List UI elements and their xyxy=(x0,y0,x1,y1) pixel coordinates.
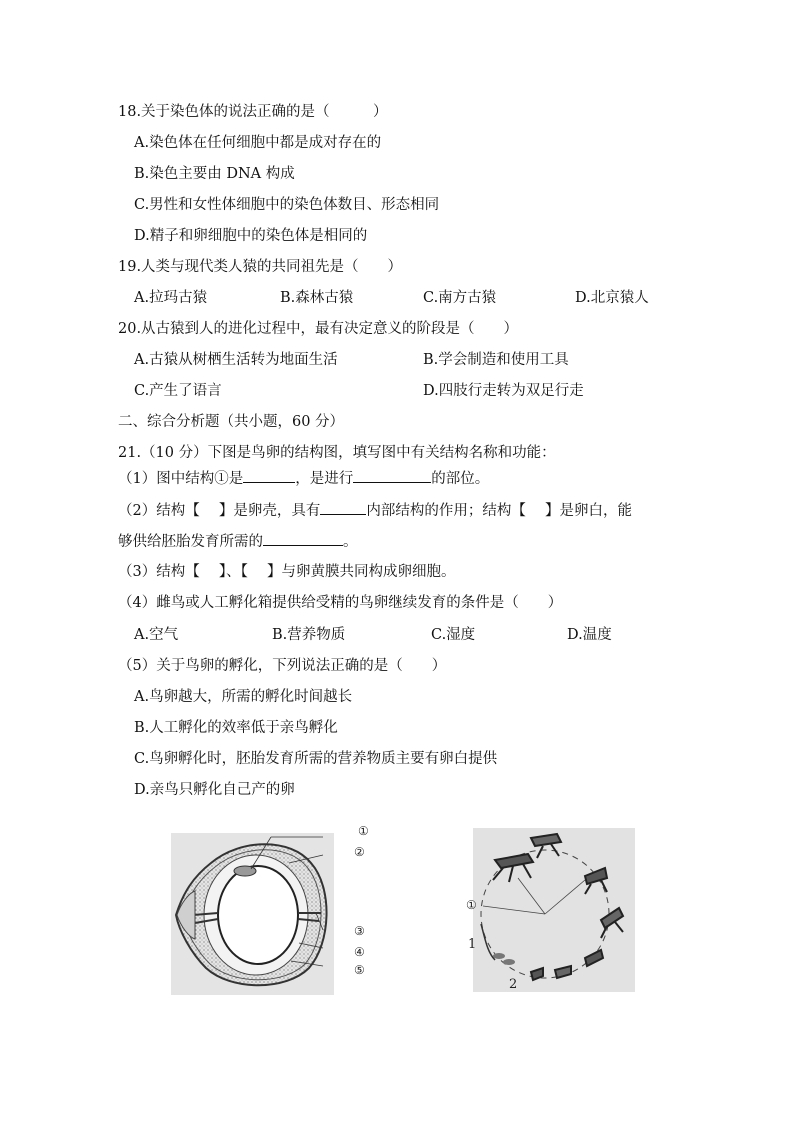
q21-part5-option-a: A.鸟卵越大，所需的孵化时间越长 xyxy=(134,689,353,705)
q21-part5-option-b: B.人工孵化的效率低于亲鸟孵化 xyxy=(134,720,338,736)
q18-option-c: C.男性和女性体细胞中的染色体数目、形态相同 xyxy=(134,197,440,213)
q18-option-b: B.染色主要由 DNA 构成 xyxy=(134,166,295,182)
q21-part4: （4）雌鸟或人工孵化箱提供给受精的鸟卵继续发育的条件是（ ） xyxy=(118,595,563,611)
q19-option-a: A.拉玛古猿 xyxy=(134,290,208,306)
q19-option-c: C.南方古猿 xyxy=(423,290,497,306)
egg-label-5: ⑤ xyxy=(354,963,365,977)
cycle-label-2: 2 xyxy=(509,977,518,992)
q19-option-d: D.北京猿人 xyxy=(575,290,649,306)
q21-part2-cont xyxy=(118,531,358,552)
q21-part5-option-c: C.鸟卵孵化时，胚胎发育所需的营养物质主要有卵白提供 xyxy=(134,751,498,767)
q18-stem: 18.关于染色体的说法正确的是（ ） xyxy=(118,104,388,120)
q21-part4-option-d: D.温度 xyxy=(567,627,612,643)
q19-stem: 19.人类与现代类人猿的共同祖先是（ ） xyxy=(118,259,403,275)
q21-part1 xyxy=(118,468,489,489)
cycle-label-1: 1 xyxy=(468,937,477,952)
q21-part4-option-c: C.湿度 xyxy=(431,627,476,643)
life-cycle-illustration xyxy=(473,828,635,992)
answer-blank[interactable] xyxy=(320,500,366,515)
q19-option-b: B.森林古猿 xyxy=(280,290,354,306)
q21-part1-text-c: 的部位。 xyxy=(431,471,490,487)
answer-blank[interactable] xyxy=(353,468,431,483)
q21-part3: （3）结构【 】、【 】与卵黄膜共同构成卵细胞。 xyxy=(118,564,456,580)
q21-part2-text-b: 内部结构的作用；结构【 】是卵白，能 xyxy=(366,503,632,519)
q20-option-c: C.产生了语言 xyxy=(134,383,222,399)
answer-blank[interactable] xyxy=(243,468,295,483)
q18-option-d: D.精子和卵细胞中的染色体是相同的 xyxy=(134,228,368,244)
cycle-label-mark: ① xyxy=(466,898,477,912)
q21-part1-text-a: （1）图中结构①是 xyxy=(118,471,244,487)
q20-stem: 20.从古猿到人的进化过程中，最有决定意义的阶段是（ ） xyxy=(118,321,519,337)
answer-blank[interactable] xyxy=(263,531,343,546)
egg-label-3: ③ xyxy=(354,924,365,938)
bird-egg-illustration xyxy=(171,833,334,995)
q21-part2 xyxy=(118,500,632,521)
q21-part4-option-a: A.空气 xyxy=(134,627,179,643)
q18-option-a: A.染色体在任何细胞中都是成对存在的 xyxy=(134,135,382,151)
q21-part2-text-a: （2）结构【 】是卵壳，具有 xyxy=(118,503,321,519)
q21-part4-option-b: B.营养物质 xyxy=(272,627,346,643)
q21-part2-text-c: 够供给胚胎发育所需的 xyxy=(118,534,263,550)
q21-part2-text-d: 。 xyxy=(343,534,358,550)
egg-label-2: ② xyxy=(354,845,365,859)
bird-egg-diagram xyxy=(171,833,334,995)
q21-part5: （5）关于鸟卵的孵化，下列说法正确的是（ ） xyxy=(118,658,447,674)
egg-label-4: ④ xyxy=(354,945,365,959)
section-heading: 二、综合分析题（共小题，60 分） xyxy=(118,414,345,430)
q20-option-d: D.四肢行走转为双足行走 xyxy=(423,383,584,399)
q21-part5-option-d: D.亲鸟只孵化自己产的卵 xyxy=(134,782,295,798)
egg-label-1: ① xyxy=(358,824,369,838)
q20-option-b: B.学会制造和使用工具 xyxy=(423,352,569,368)
q21-part1-text-b: ，是进行 xyxy=(295,471,354,487)
q20-option-a: A.古猿从树栖生活转为地面生活 xyxy=(134,352,338,368)
q21-stem: 21.（10 分）下图是鸟卵的结构图，填写图中有关结构名称和功能： xyxy=(118,445,556,461)
life-cycle-diagram xyxy=(473,828,635,992)
